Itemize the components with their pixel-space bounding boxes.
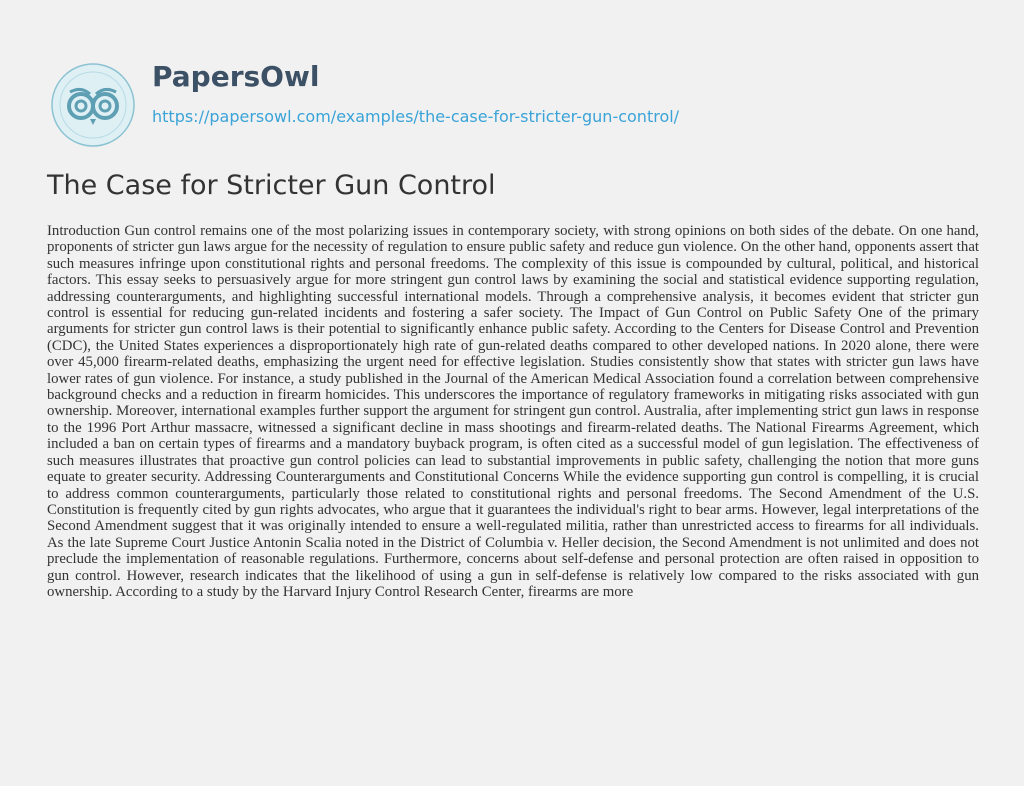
- owl-logo-icon[interactable]: [50, 62, 136, 148]
- site-header: [0, 0, 1024, 160]
- essay-body-text: Introduction Gun control remains one of the most polarizing issues in contemporary society, with strong opinions on both sides of the debate. On one hand, proponents of stricter gun laws argue for the necessity of regulation to ensure public safety and reduce gun violence. On the other hand, opponents assert that such measures infringe upon constitutional rights and personal freedoms. The complexity of this issue is compounded by cultural, political, and historical factors. This essay seeks to persuasively argue for more stringent gun control laws by examining the social and statistical evidence supporting regulation, addressing counterarguments, and highlighting successful international models. Through a comprehensive analysis, it becomes evident that stricter gun control is essential for reducing gun-related incidents and fostering a safer society. The Impact of Gun Control on Public Safety One of the primary arguments for stricter gun control laws is their potential to significantly enhance public safety. According to the Centers for Disease Control and Prevention (CDC), the United States experiences a disproportionately high rate of gun-related deaths compared to other developed nations. In 2020 alone, there were over 45,000 firearm-related deaths, emphasizing the urgent need for effective legislation. Studies consistently show that states with stricter gun laws have lower rates of gun violence. For instance, a study published in the Journal of the American Medical Association found a correlation between comprehensive background checks and a reduction in firearm homicides. This underscores the importance of regulatory frameworks in mitigating risks associated with gun ownership. Moreover, international examples further support the argument for stringent gun control. Australia, after implementing strict gun laws in response to the 1996 Port Arthur massacre, witnessed a significant decline in mass shootings and firearm-related deaths. The National Firearms Agreement, which included a ban on certain types of firearms and a mandatory buyback program, is often cited as a successful model of gun legislation. The effectiveness of such measures illustrates that proactive gun control policies can lead to substantial improvements in public safety, challenging the notion that more guns equate to greater security. Addressing Counterarguments and Constitutional Concerns While the evidence supporting gun control is compelling, it is crucial to address common counterarguments, particularly those related to constitutional rights and personal freedoms. The Second Amendment of the U.S. Constitution is frequently cited by gun rights advocates, who argue that it guarantees the individual's right to bear arms. However, legal interpretations of the Second Amendment suggest that it was originally intended to ensure a well-regulated militia, rather than unrestricted access to firearms for all individuals. As the late Supreme Court Justice Antonin Scalia noted in the District of Columbia v. Heller decision, the Second Amendment is not unlimited and does not preclude the implementation of reasonable regulations. Furthermore, concerns about self-defense and personal protection are often raised in opposition to gun control. However, research indicates that the likelihood of using a gun in self-defense is relatively low compared to the risks associated with gun ownership. According to a study by the Harvard Injury Control Research Center, firearms are more: [47, 223, 979, 600]
- source-url-link[interactable]: https://papersowl.com/examples/the-case-for-stricter-gun-control/: [152, 107, 680, 126]
- brand-name[interactable]: PapersOwl: [152, 60, 320, 93]
- page-title: The Case for Stricter Gun Control: [47, 170, 496, 201]
